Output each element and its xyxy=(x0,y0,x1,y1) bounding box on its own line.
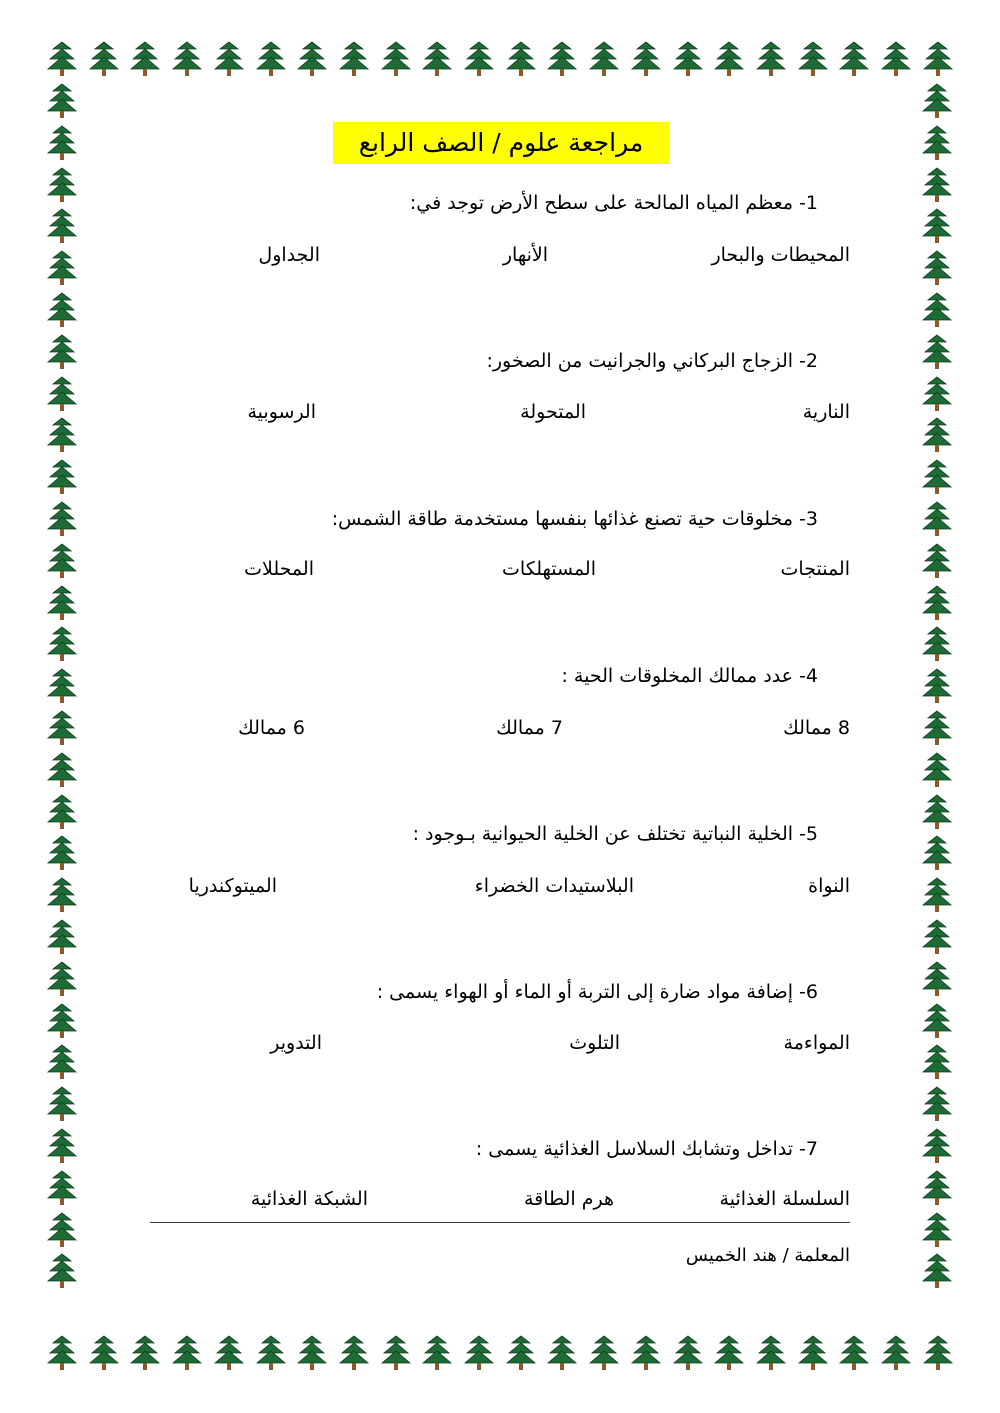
q1-option-b: الأنهار xyxy=(502,244,548,266)
question-5: 5- الخلية النباتية تختلف عن الخلية الحيوانية بـوجود : xyxy=(412,823,818,845)
question-3: 3- مخلوقات حية تصنع غذائها بنفسها مستخدمة طاقة الشمس: xyxy=(331,508,818,530)
q3-option-c: المحللات xyxy=(244,558,314,580)
q7-option-b: هرم الطاقة xyxy=(523,1188,614,1210)
q4-option-a: 8 ممالك xyxy=(783,717,850,739)
question-1: 1- معظم المياه المالحة على سطح الأرض توجد في: xyxy=(409,192,818,214)
q5-option-c: الميتوكندريا xyxy=(188,875,277,897)
q5-option-b: البلاستيدات الخضراء xyxy=(474,875,634,897)
q2-option-c: الرسوبية xyxy=(247,401,316,423)
q7-option-a: السلسلة الغذائية xyxy=(719,1188,850,1210)
divider-line xyxy=(150,1222,850,1223)
q6-option-c: التدوير xyxy=(270,1032,322,1054)
q7-option-c: الشبكة الغذائية xyxy=(250,1188,368,1210)
q1-option-a: المحيطات والبحار xyxy=(711,244,850,266)
question-6: 6- إضافة مواد ضارة إلى التربة أو الماء أو الهواء يسمى : xyxy=(376,981,818,1003)
q1-option-c: الجداول xyxy=(258,244,320,266)
q3-option-a: المنتجات xyxy=(780,558,850,580)
teacher-signature: المعلمة / هند الخميس xyxy=(685,1245,850,1266)
q4-option-c: 6 ممالك xyxy=(238,717,305,739)
q2-option-b: المتحولة xyxy=(520,401,586,423)
q6-option-b: التلوث xyxy=(569,1032,620,1054)
question-7: 7- تداخل وتشابك السلاسل الغذائية يسمى : xyxy=(475,1138,818,1160)
q5-option-a: النواة xyxy=(808,875,850,897)
q6-option-a: المواءمة xyxy=(783,1032,850,1054)
question-4: 4- عدد ممالك المخلوقات الحية : xyxy=(561,665,818,687)
q3-option-b: المستهلكات xyxy=(502,558,596,580)
question-2: 2- الزجاج البركاني والجرانيت من الصخور: xyxy=(486,350,818,372)
q4-option-b: 7 ممالك xyxy=(496,717,563,739)
q2-option-a: النارية xyxy=(802,401,850,423)
page-title: مراجعة علوم / الصف الرابع xyxy=(333,122,669,164)
